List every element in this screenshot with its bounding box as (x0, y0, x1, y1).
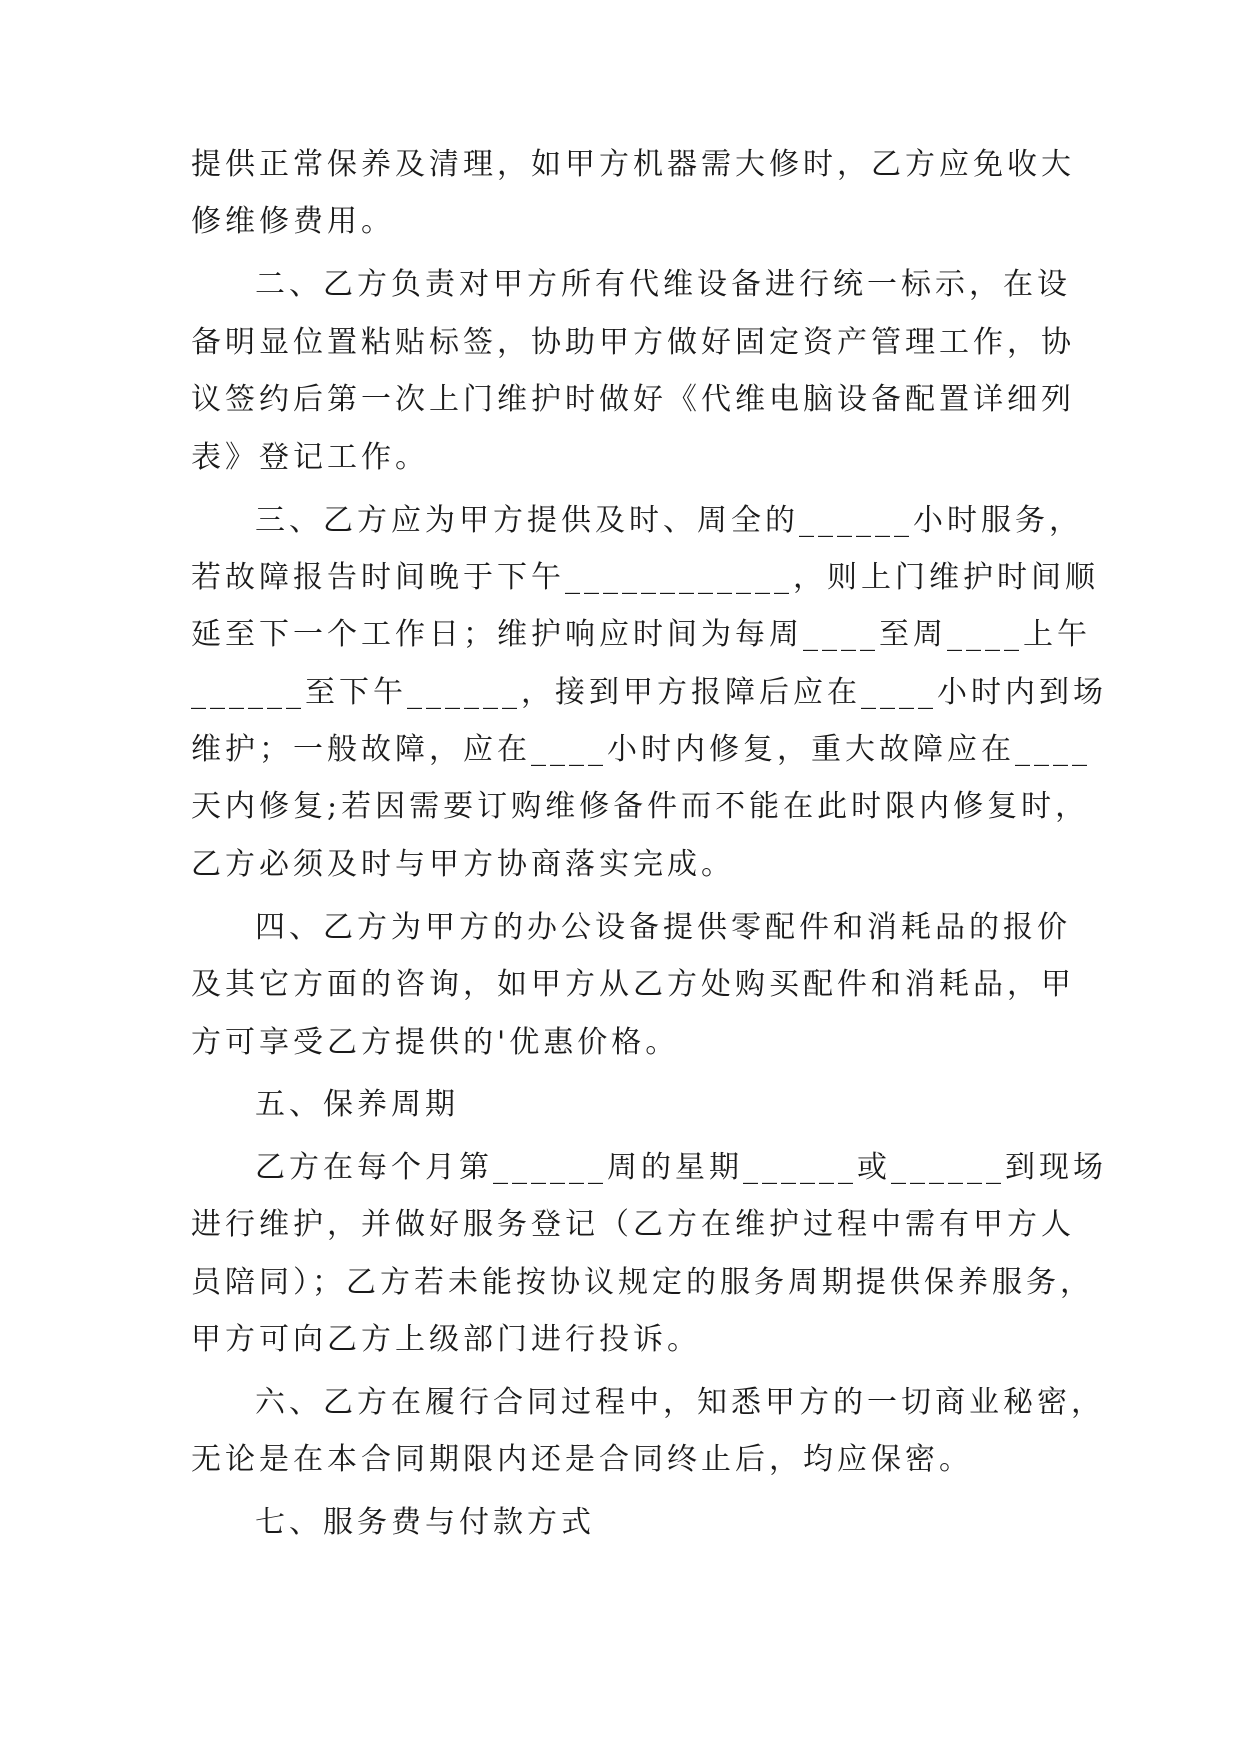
text-line: 提供正常保养及清理，如甲方机器需大修时，乙方应免收大 (191, 147, 1075, 182)
text-line: 进行维护，并做好服务登记（乙方在维护过程中需有甲方人 (191, 1207, 1075, 1242)
text-line: ______至下午______，接到甲方报障后应在____小时内到场 (191, 675, 1107, 710)
paragraph-heading-4: 四、乙方为甲方的办公设备提供零配件和消耗品的报价 (255, 910, 1071, 945)
text-line: 议签约后第一次上门维护时做好《代维电脑设备配置详细列 (191, 382, 1075, 417)
text-line: 员陪同）；乙方若未能按协议规定的服务周期提供保养服务， (191, 1265, 1094, 1300)
paragraph-first-line: 乙方在每个月第______周的星期______或______到现场 (255, 1150, 1107, 1185)
text-line: 备明显位置粘贴标签，协助甲方做好固定资产管理工作，协 (191, 325, 1075, 360)
text-line: 乙方必须及时与甲方协商落实完成。 (191, 847, 735, 882)
text-line: 延至下一个工作日；维护响应时间为每周____至周____上午 (191, 617, 1091, 652)
text-line: 方可享受乙方提供的'优惠价格。 (191, 1025, 680, 1060)
paragraph-heading-6: 六、乙方在履行合同过程中，知悉甲方的一切商业秘密， (255, 1385, 1105, 1420)
text-line: 修维修费用。 (191, 204, 395, 239)
paragraph-heading-2: 二、乙方负责对甲方所有代维设备进行统一标示，在设 (255, 267, 1071, 302)
paragraph-heading-7: 七、服务费与付款方式 (255, 1505, 595, 1540)
text-line: 甲方可向乙方上级部门进行投诉。 (191, 1322, 701, 1357)
text-line: 及其它方面的咨询，如甲方从乙方处购买配件和消耗品，甲 (191, 967, 1075, 1002)
paragraph-heading-5: 五、保养周期 (255, 1087, 459, 1122)
text-line: 表》登记工作。 (191, 440, 429, 475)
paragraph-heading-3: 三、乙方应为甲方提供及时、周全的______小时服务， (255, 503, 1083, 538)
text-line: 无论是在本合同期限内还是合同终止后，均应保密。 (191, 1442, 973, 1477)
text-line: 天内修复;若因需要订购维修备件而不能在此时限内修复时， (191, 789, 1090, 824)
text-line: 若故障报告时间晚于下午____________，则上门维护时间顺 (191, 560, 1099, 595)
text-line: 维护；一般故障，应在____小时内修复，重大故障应在____ (191, 732, 1091, 767)
